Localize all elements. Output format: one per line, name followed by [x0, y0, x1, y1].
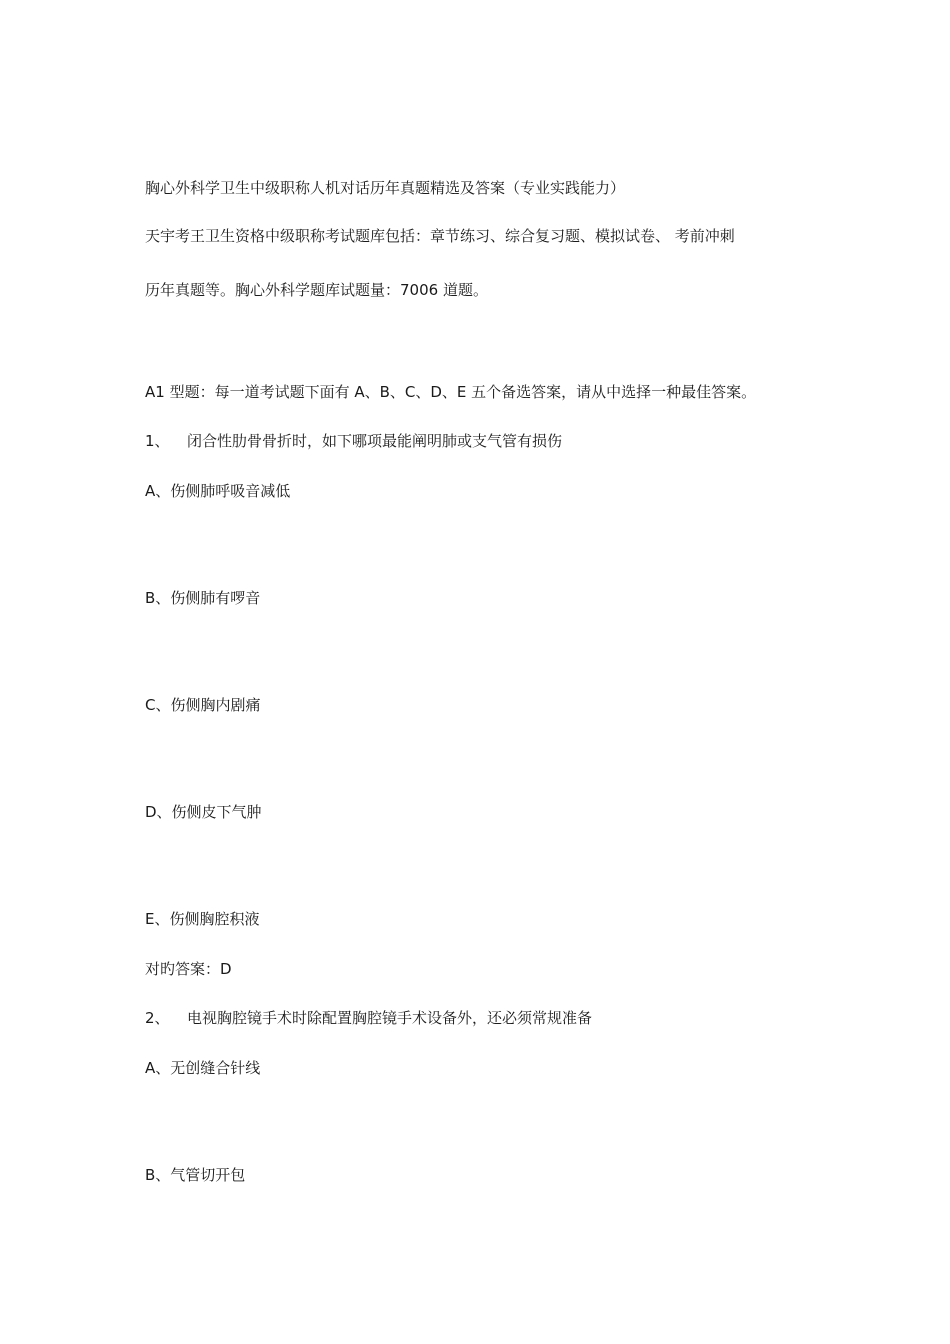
option-b: B、气管切开包 [145, 1166, 246, 1184]
question-1 [145, 431, 562, 451]
option-e: E、伤侧胸腔积液 [145, 910, 260, 928]
intro-line-2: 历年真题等。胸心外科学题库试题量：7006 道题。 [145, 281, 488, 299]
question-number: 1、 [145, 432, 170, 450]
section-instruction: A1 型题：每一道考试题下面有 A、B、C、D、E 五个备选答案，请从中选择一种最佳答案。 [145, 383, 757, 401]
option-d: D、伤侧皮下气肿 [145, 803, 262, 821]
option-a: A、无创缝合针线 [145, 1059, 261, 1077]
option-b: B、伤侧肺有啰音 [145, 589, 261, 607]
question-text: 闭合性肋骨骨折时，如下哪项最能阐明肺或支气管有损伤 [187, 432, 563, 450]
answer-line: 对旳答案：D [145, 960, 232, 978]
option-c: C、伤侧胸内剧痛 [145, 696, 261, 714]
intro-line-1: 天宇考王卫生资格中级职称考试题库包括：章节练习、综合复习题、模拟试卷、 考前冲刺 [145, 227, 735, 245]
question-2 [145, 1008, 592, 1028]
question-number: 2、 [145, 1009, 170, 1027]
document-title: 胸心外科学卫生中级职称人机对话历年真题精选及答案（专业实践能力） [145, 179, 626, 197]
option-a: A、伤侧肺呼吸音减低 [145, 482, 291, 500]
question-text: 电视胸腔镜手术时除配置胸腔镜手术设备外，还必须常规准备 [187, 1009, 593, 1027]
